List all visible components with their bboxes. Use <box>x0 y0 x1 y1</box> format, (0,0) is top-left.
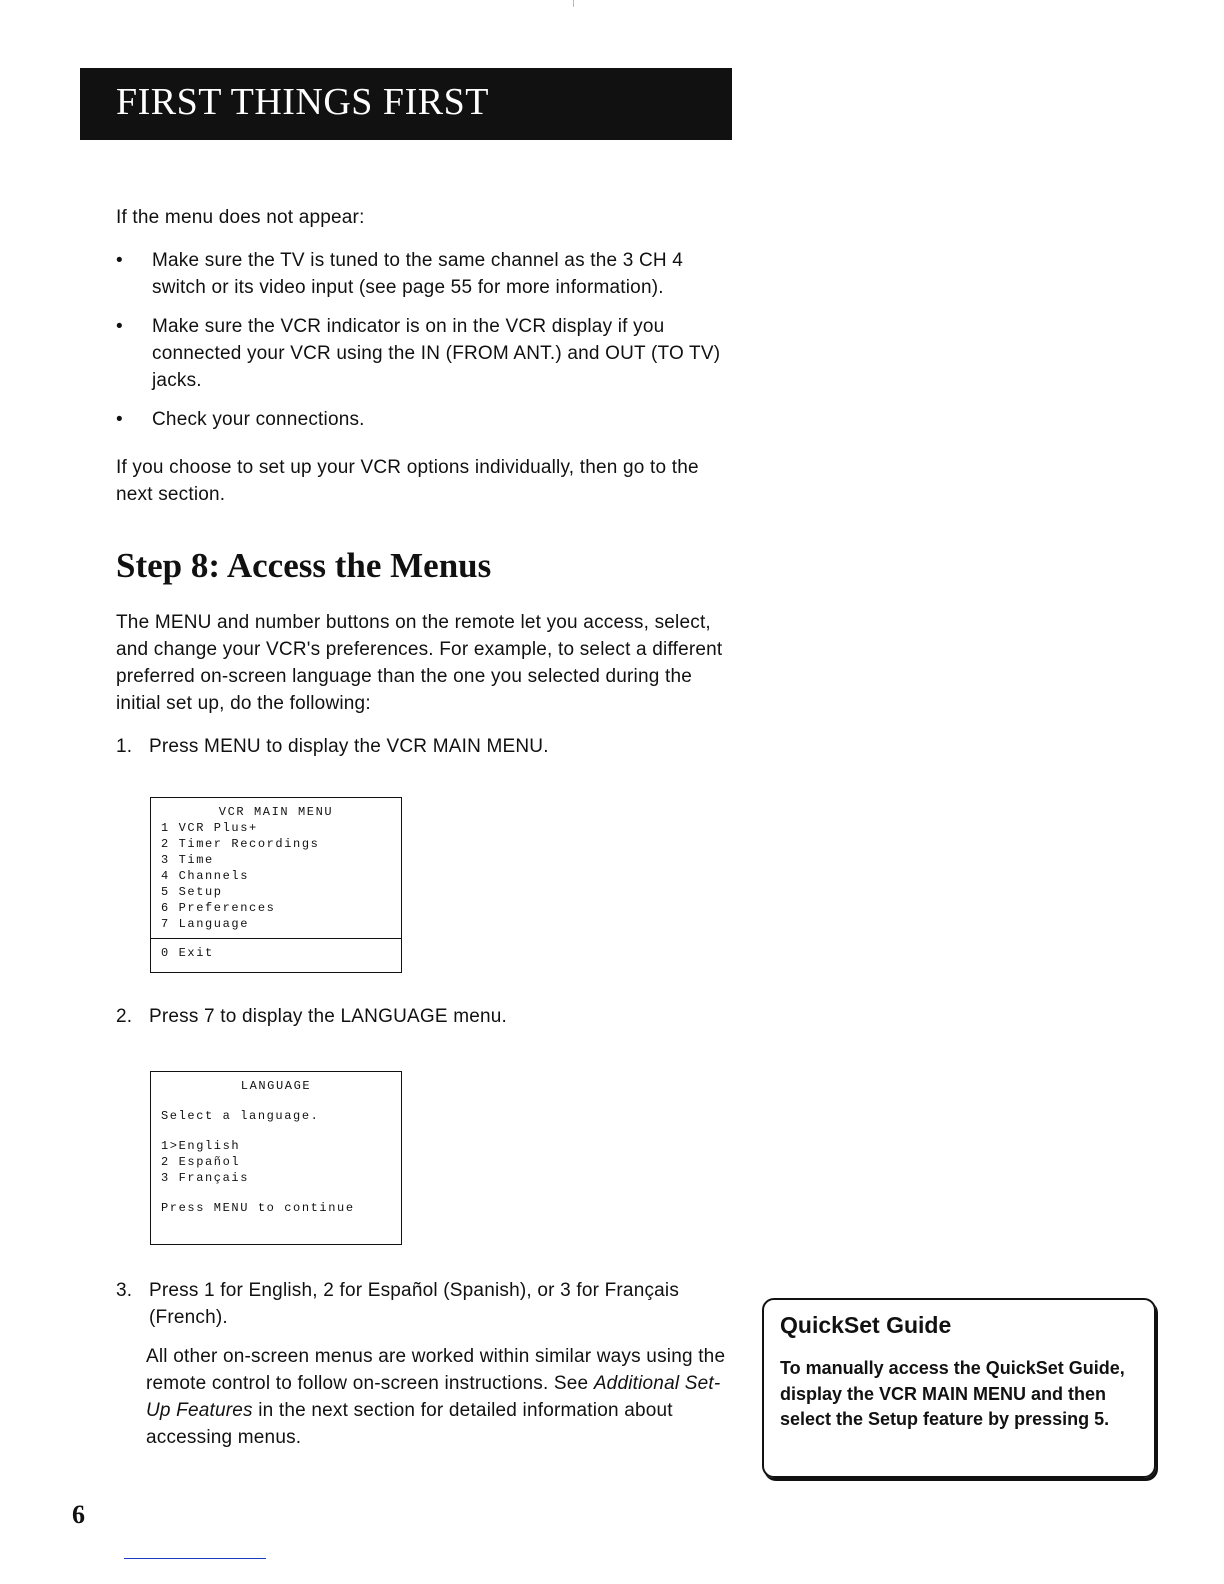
menu-item: 4 Channels <box>161 869 250 883</box>
page-edge-mark <box>573 0 574 7</box>
screen-title: VCR MAIN MENU <box>218 805 334 819</box>
language-option: 3 Français <box>161 1171 250 1185</box>
step-text: Press MENU to display the VCR MAIN MENU. <box>149 736 549 757</box>
menu-item: 7 Language <box>161 917 250 931</box>
step-intro-paragraph: The MENU and number buttons on the remote let you access, select, and change your VCR's preferences. For example, to select a different preferred on-screen language than the one you selected during the initial set up, do the following: <box>116 612 723 714</box>
menus-info-paragraph <box>146 1343 726 1451</box>
step-heading: Step 8: Access the Menus <box>116 546 492 585</box>
list-item-text: Make sure the TV is tuned to the same channel as the 3 CH 4 switch or its video input (see page 55 for more information). <box>152 250 684 298</box>
step-number: 2. <box>116 1006 133 1027</box>
callout-title: QuickSet Guide <box>780 1312 952 1338</box>
bullet-icon: • <box>116 409 123 430</box>
menu-exit-item: 0 Exit <box>161 946 214 960</box>
setup-options-paragraph: If you choose to set up your VCR options individually, then go to the next section. <box>116 457 699 505</box>
list-item <box>116 313 736 394</box>
page-number: 6 <box>72 1500 85 1529</box>
troubleshooting-list <box>116 247 736 445</box>
menu-item: 5 Setup <box>161 885 223 899</box>
vcr-main-menu-screen <box>150 797 402 973</box>
step-text: Press 7 to display the LANGUAGE menu. <box>149 1006 507 1027</box>
bullet-icon: • <box>116 250 123 271</box>
list-item <box>116 406 736 433</box>
list-item-text: Check your connections. <box>152 409 365 430</box>
menu-item: 6 Preferences <box>161 901 276 915</box>
menu-item: 1 VCR Plus+ <box>161 821 258 835</box>
paragraph-text: in the next section for detailed information about accessing menus. <box>146 1400 673 1448</box>
language-option: 2 Español <box>161 1155 241 1169</box>
section-reference: Additional Set-Up Features <box>146 1373 721 1421</box>
step-number: 3. <box>116 1280 133 1301</box>
menu-item: 2 Timer Recordings <box>161 837 320 851</box>
section-header <box>80 68 732 140</box>
screen-footer: Press MENU to continue <box>161 1201 355 1215</box>
language-option: 1>English <box>161 1139 241 1153</box>
screen-prompt: Select a language. <box>161 1109 320 1123</box>
screen-title: LANGUAGE <box>240 1079 312 1093</box>
step-number: 1. <box>116 736 133 757</box>
footer-rule <box>124 1558 266 1559</box>
intro-text: If the menu does not appear: <box>116 207 365 228</box>
quickset-guide-callout <box>762 1298 1156 1478</box>
step-text: Press 1 for English, 2 for Español (Spanish), or 3 for Français (French). <box>149 1280 680 1328</box>
language-menu-screen <box>150 1071 402 1245</box>
list-item <box>116 247 736 301</box>
callout-body: To manually access the QuickSet Guide, display the VCR MAIN MENU and then select the Setup feature by pressing 5. <box>780 1358 1125 1429</box>
menu-item: 3 Time <box>161 853 214 867</box>
list-item-text: Make sure the VCR indicator is on in the VCR display if you connected your VCR using the IN (FROM ANT.) and OUT (TO TV) jacks. <box>152 316 721 391</box>
bullet-icon: • <box>116 316 123 337</box>
section-title: FIRST THINGS FIRST <box>116 81 489 123</box>
paragraph-text: All other on-screen menus are worked within similar ways using the remote control to follow on-screen instructions. See <box>146 1346 726 1394</box>
screen-divider <box>151 938 401 939</box>
